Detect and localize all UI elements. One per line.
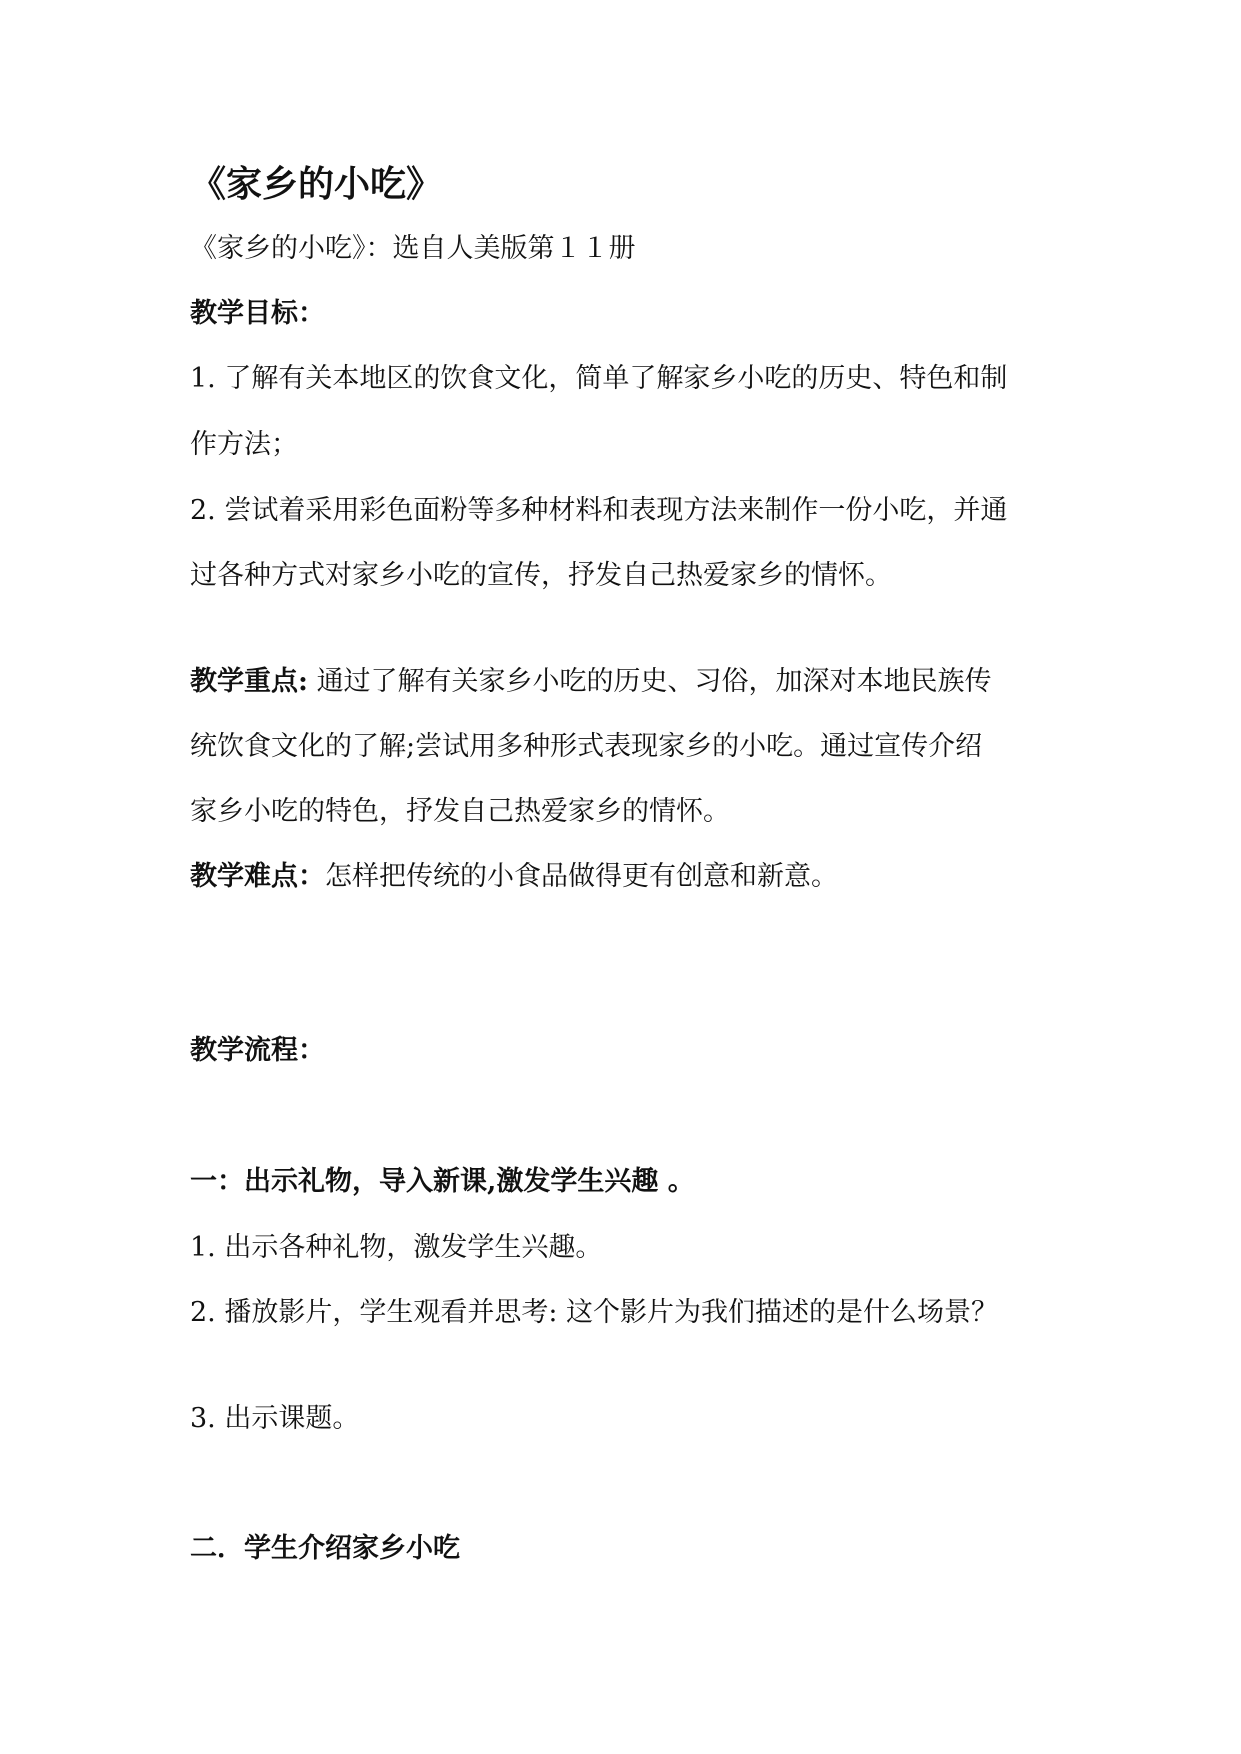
document-title: 《家乡的小吃》: [190, 163, 443, 205]
key-points-label: 教学重点:: [190, 666, 308, 697]
section-2-heading: 二．学生介绍家乡小吃: [190, 1533, 460, 1564]
difficulty-line: [190, 860, 838, 894]
process-heading: 教学流程：: [190, 1035, 325, 1066]
difficulty-label: 教学难点：: [190, 861, 325, 892]
objectives-heading: 教学目标：: [190, 298, 325, 329]
key-points-line-1: [190, 665, 992, 699]
objective-1-line-2: 作方法；: [190, 429, 298, 460]
objective-1-line-1: 1. 了解有关本地区的饮食文化，简单了解家乡小吃的历史、特色和制: [190, 363, 1008, 394]
source-line: 《家乡的小吃》：选自人美版第１１册: [190, 233, 636, 264]
key-points-text-1: 通过了解有关家乡小吃的历史、习俗，加深对本地民族传: [316, 666, 992, 697]
objective-2-line-1: 2. 尝试着采用彩色面粉等多种材料和表现方法来制作一份小吃，并通: [190, 495, 1008, 526]
key-points-line-3: 家乡小吃的特色，抒发自己热爱家乡的情怀。: [190, 796, 730, 827]
section-1-item-3: 3. 出示课题。: [190, 1403, 360, 1434]
objective-2-line-2: 过各种方式对家乡小吃的宣传，抒发自己热爱家乡的情怀。: [190, 560, 892, 591]
difficulty-text: 怎样把传统的小食品做得更有创意和新意。: [325, 861, 838, 892]
section-1-item-2: 2. 播放影片，学生观看并思考: 这个影片为我们描述的是什么场景？: [190, 1297, 999, 1328]
key-points-line-2: 统饮食文化的了解;尝试用多种形式表现家乡的小吃。通过宣传介绍: [190, 731, 983, 762]
section-1-item-1: 1. 出示各种礼物，激发学生兴趣。: [190, 1232, 603, 1263]
section-1-heading: 一：出示礼物，导入新课,激发学生兴趣 。: [190, 1166, 695, 1197]
